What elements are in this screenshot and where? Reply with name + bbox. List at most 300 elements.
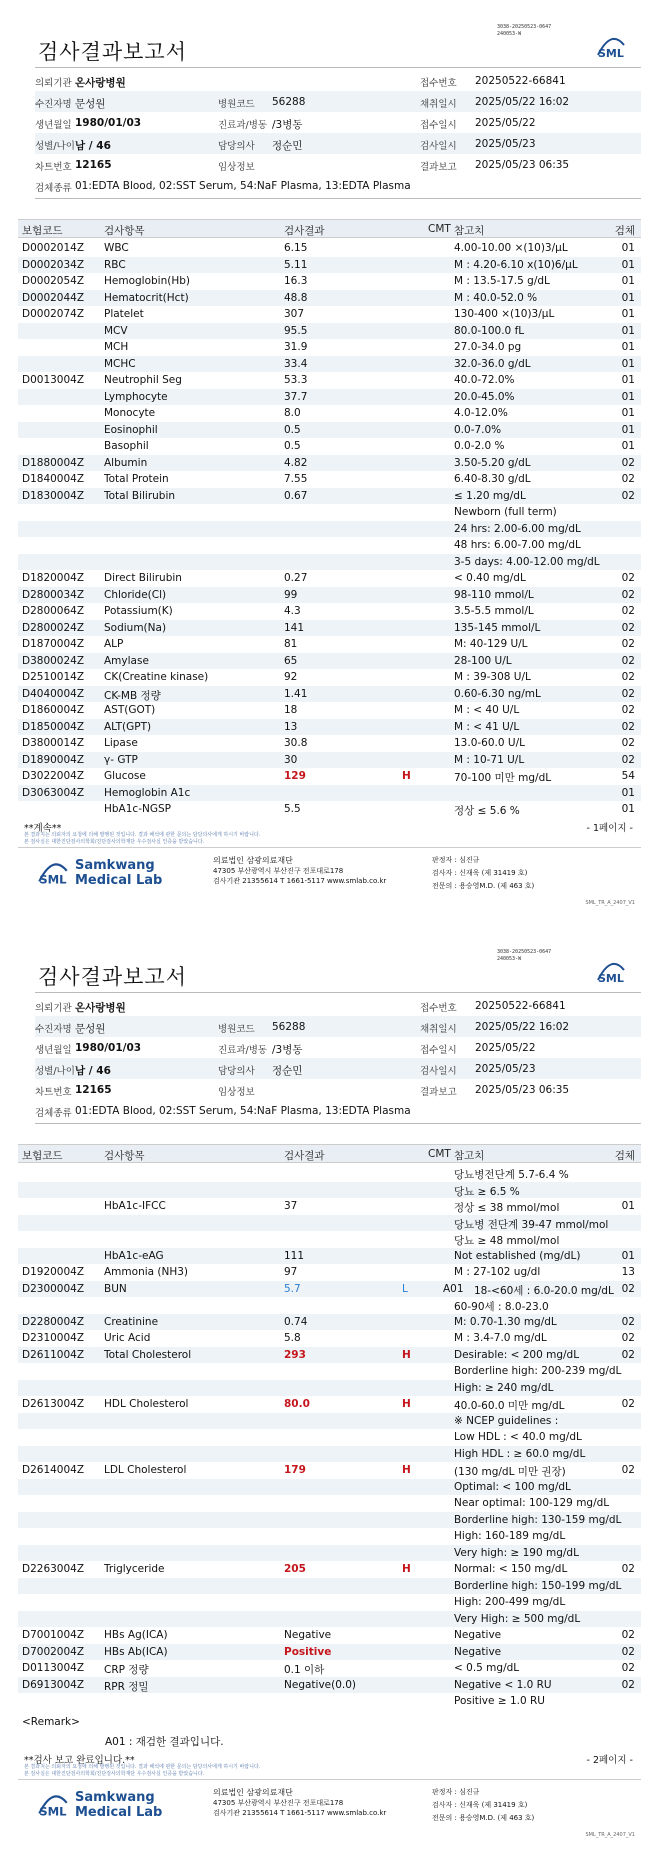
result-row [18, 422, 641, 439]
result-row [18, 1528, 641, 1545]
insurance-code: D0013004Z [22, 374, 85, 386]
receipt-no-value: 20250522-66841 [475, 75, 566, 87]
footer-line [18, 847, 641, 848]
sex-age-label: 성별/나이 [35, 141, 75, 152]
reference-range: 40.0-72.0% [454, 374, 515, 386]
test-name: MCV [104, 324, 128, 337]
result-row [18, 306, 641, 323]
birth-label: 생년월일 [35, 120, 72, 131]
specimen-code: 01 [621, 324, 635, 337]
test-result: 80.0 [284, 1398, 310, 1410]
header-row [35, 91, 641, 112]
insurance-code: D6913004Z [22, 1678, 85, 1691]
insurance-code: D0002044Z [22, 291, 85, 304]
lab-name-line: Medical Lab [75, 872, 163, 888]
reference-range: M : 3.4-7.0 mg/dL [454, 1332, 547, 1344]
page-number: - 1페이지 - [586, 822, 633, 834]
lab-org: 의료법인 삼광의료재단 [213, 855, 293, 865]
tested-label: 검사일시 [420, 1066, 457, 1077]
result-row [18, 1380, 641, 1397]
test-result: 95.5 [284, 324, 308, 337]
insurance-code: D2800034Z [22, 588, 85, 601]
reference-range: 13.0-60.0 U/L [454, 737, 525, 749]
test-result: 37.7 [284, 390, 308, 403]
result-row [18, 1330, 641, 1347]
insurance-code: D0002054Z [22, 275, 85, 287]
reference-range: 80.0-100.0 fL [454, 324, 525, 337]
result-row [18, 1314, 641, 1331]
test-name: Lymphocyte [104, 390, 168, 403]
insurance-code: D3022004Z [22, 770, 85, 782]
col-name: 검사항목 [104, 1150, 145, 1162]
test-result: 0.27 [284, 572, 308, 584]
reference-range: 4.0-12.0% [454, 407, 508, 419]
insurance-code: D7002004Z [22, 1645, 85, 1658]
insurance-code: D2300004Z [22, 1282, 85, 1295]
test-result: 5.8 [284, 1332, 301, 1344]
test-name: Hematocrit(Hct) [104, 291, 189, 304]
reference-range: 27.0-34.0 pg [454, 341, 522, 353]
reference-range: 28-100 U/L [454, 654, 512, 667]
reference-range: M: 0.70-1.30 mg/dL [454, 1315, 557, 1328]
insurance-code: D1920004Z [22, 1266, 85, 1278]
chart-no-value: 12165 [75, 1084, 112, 1096]
header-top-line [35, 67, 641, 68]
reference-range: 정상 ≤ 38 mmol/mol [454, 1202, 560, 1214]
remark-title: <Remark> [22, 1715, 80, 1728]
test-result: 1.41 [284, 687, 308, 700]
dept-ward-label: 진료과/병동 [218, 1045, 268, 1056]
test-result: 31.9 [284, 341, 308, 353]
col-cmt: CMT [428, 223, 451, 235]
result-row [18, 1198, 641, 1215]
institution-label: 의뢰기관 [35, 78, 72, 89]
reference-range: 130-400 ×(10)3/μL [454, 308, 555, 320]
specimen-code: 02 [621, 1662, 635, 1674]
reference-range: M : < 41 U/L [454, 720, 520, 733]
insurance-code: D0002014Z [22, 242, 85, 254]
result-row [18, 636, 641, 653]
test-name: Potassium(K) [104, 605, 173, 617]
chart-no-label: 차트번호 [35, 162, 72, 173]
specimen-code: 02 [621, 473, 635, 485]
reference-range: Borderline high: 130-159 mg/dL [454, 1513, 622, 1526]
result-row [18, 323, 641, 340]
header-row [35, 995, 641, 1016]
lab-name [75, 1790, 162, 1820]
reference-range: High: 160-189 mg/dL [454, 1530, 566, 1542]
result-row [18, 372, 641, 389]
result-row [18, 735, 641, 752]
clinical-label: 임상정보 [218, 1087, 255, 1098]
test-name: Monocyte [104, 407, 156, 419]
specimen-code: 01 [621, 357, 635, 370]
receipt-no-label: 접수번호 [420, 1003, 457, 1014]
reference-range: Borderline high: 200-239 mg/dL [454, 1365, 622, 1377]
footer-code: SML_TR_A_2407_V1 [585, 1831, 635, 1838]
reference-range: Negative [454, 1629, 502, 1641]
result-row [18, 1495, 641, 1512]
result-flag: H [402, 1464, 411, 1476]
test-result: 0.67 [284, 489, 308, 502]
test-name: Uric Acid [104, 1332, 151, 1344]
specimen-code: 02 [621, 687, 635, 700]
insurance-code: D2800064Z [22, 605, 85, 617]
test-name: Glucose [104, 770, 146, 782]
test-result: 97 [284, 1266, 298, 1278]
specimen-code: 02 [621, 456, 635, 469]
reference-range: (130 mg/dL 미만 권장) [454, 1466, 566, 1478]
specimen-code: 01 [621, 786, 635, 799]
dept-ward-value: /3병동 [272, 1044, 303, 1056]
header-row [35, 1079, 641, 1100]
hospital-code-label: 병원코드 [218, 1024, 255, 1035]
signatures [432, 1786, 534, 1825]
lab-info [213, 1788, 386, 1818]
sex-age-value: 남 / 46 [75, 140, 111, 152]
test-name: CRP 정량 [104, 1664, 149, 1676]
signature-line: 전문의 : 용승영M.D. (제 463 호) [432, 1813, 535, 1822]
insurance-code: D2613004Z [22, 1398, 85, 1410]
reference-range: 60-90세 : 8.0-23.0 [454, 1301, 549, 1313]
specimen-code: 01 [621, 275, 635, 287]
lab-name [75, 858, 162, 888]
notice-line: 본 검사실은 대한진단검사의학회/진단검사의학재단 우수검사실 인증을 받았습니다. [24, 1770, 205, 1777]
reference-range: 24 hrs: 2.00-6.00 mg/dL [454, 522, 581, 535]
test-result: 37 [284, 1200, 298, 1212]
test-result: 99 [284, 588, 298, 601]
test-name: WBC [104, 242, 129, 254]
reference-range: 98-110 mmol/L [454, 588, 534, 601]
reference-range: Optimal: < 100 mg/dL [454, 1480, 571, 1493]
test-name: AST(GOT) [104, 704, 156, 716]
test-result: 16.3 [284, 275, 308, 287]
test-result: 111 [284, 1249, 305, 1262]
sex-age-label: 성별/나이 [35, 1066, 75, 1077]
signature-line: 판정자 : 심진규 [432, 1787, 480, 1796]
specimen-label: 검체종류 [35, 1108, 72, 1119]
specimen-label: 검체종류 [35, 183, 72, 194]
insurance-code: D1820004Z [22, 572, 85, 584]
end-note: **검사 보고 완료입니다.** [24, 1754, 135, 1766]
result-row [18, 1512, 641, 1529]
specimen-code: 13 [621, 1266, 635, 1278]
specimen-code: 02 [621, 1398, 635, 1410]
test-name: Total Bilirubin [104, 489, 176, 502]
test-result: 293 [284, 1348, 306, 1361]
receipt-no-label: 접수번호 [420, 78, 457, 89]
result-row [18, 273, 641, 290]
test-name: ALP [104, 638, 124, 650]
reference-range: M : 13.5-17.5 g/dL [454, 275, 550, 287]
insurance-code: D2310004Z [22, 1332, 85, 1344]
patient-label: 수진자명 [35, 99, 72, 110]
dept-ward-value: /3병동 [272, 119, 303, 131]
reference-range: 0.60-6.30 ng/mL [454, 687, 541, 700]
reference-range: M: 40-129 U/L [454, 638, 528, 650]
result-row [18, 768, 641, 785]
result-row [18, 1677, 641, 1694]
samkwang-logo [35, 1786, 175, 1826]
reference-range: 6.40-8.30 g/dL [454, 473, 531, 485]
result-row [18, 356, 641, 373]
reference-range: Negative [454, 1645, 502, 1658]
specimen-code: 01 [621, 423, 635, 436]
insurance-code: D1880004Z [22, 456, 85, 469]
receipt-no-value: 20250522-66841 [475, 1000, 566, 1012]
report-page-2 [0, 925, 655, 1850]
collected-label: 채취일시 [420, 1024, 457, 1035]
test-result: 141 [284, 621, 305, 634]
table-header [18, 219, 641, 238]
result-row [18, 785, 641, 802]
test-result: 13 [284, 720, 298, 733]
report-title: 검사결과보고서 [38, 965, 188, 989]
result-flag: H [402, 770, 411, 782]
reference-range: 40.0-60.0 미만 mg/dL [454, 1400, 565, 1412]
specimen-code: 02 [621, 1464, 635, 1476]
result-row [18, 488, 641, 505]
reference-range: M : 40.0-52.0 % [454, 291, 538, 304]
dept-ward-label: 진료과/병동 [218, 120, 268, 131]
result-row [18, 1578, 641, 1595]
specimen-value: 01:EDTA Blood, 02:SST Serum, 54:NaF Plasma, 13:EDTA Plasma [75, 1105, 411, 1117]
result-row [18, 1165, 641, 1182]
svg-text:SML: SML [598, 972, 624, 985]
specimen-code: 02 [621, 671, 635, 683]
result-row [18, 1264, 641, 1281]
test-result: 0.74 [284, 1315, 308, 1328]
chart-no-value: 12165 [75, 159, 112, 171]
result-row [18, 669, 641, 686]
specimen-code: 54 [621, 770, 635, 782]
result-row [18, 1462, 641, 1479]
sml-logo-icon [594, 33, 628, 63]
chart-no-label: 차트번호 [35, 1087, 72, 1098]
test-name: HbA1c-IFCC [104, 1200, 166, 1212]
test-name: RBC [104, 258, 126, 271]
result-row [18, 521, 641, 538]
doctor-label: 담당의사 [218, 1066, 255, 1077]
specimen-code: 01 [621, 407, 635, 419]
page-number: - 2페이지 - [586, 1754, 633, 1766]
result-row [18, 471, 641, 488]
result-row [18, 1644, 641, 1661]
result-row [18, 603, 641, 620]
reference-range: 0.0-2.0 % [454, 440, 505, 452]
reference-range: 3.50-5.20 g/dL [454, 456, 531, 469]
reference-range: 70-100 미만 mg/dL [454, 772, 552, 784]
test-name: Neutrophil Seg [104, 374, 182, 386]
result-row [18, 1446, 641, 1463]
insurance-code: D3800014Z [22, 737, 85, 749]
sml-logo-icon [594, 958, 628, 988]
lab-org: 의료법인 삼광의료재단 [213, 1787, 293, 1797]
result-row [18, 1297, 641, 1314]
test-result: 4.82 [284, 456, 308, 469]
reference-range: 0.0-7.0% [454, 423, 502, 436]
reference-range: 4.00-10.00 ×(10)3/μL [454, 242, 568, 254]
notice-line: 본 결과지는 의뢰자의 요청에 의해 발행된 것입니다. 결과 해석에 관한 문의는 담당의사에게 하시기 바랍니다. [24, 1763, 261, 1770]
reference-range: Normal: < 150 mg/dL [454, 1563, 568, 1575]
insurance-code: D2510014Z [22, 671, 85, 683]
lab-name-line: Medical Lab [75, 1804, 163, 1820]
specimen-code: 02 [621, 1348, 635, 1361]
test-name: Platelet [104, 308, 144, 320]
result-row [18, 1347, 641, 1364]
sex-age-value: 남 / 46 [75, 1065, 111, 1077]
result-row [18, 1215, 641, 1232]
insurance-code: D2263004Z [22, 1563, 85, 1575]
insurance-code: D4040004Z [22, 687, 85, 700]
result-row [18, 653, 641, 670]
reference-range: Very high: ≥ 190 mg/dL [454, 1546, 579, 1559]
reference-range: High: 200-499 mg/dL [454, 1596, 566, 1608]
specimen-code: 02 [621, 1332, 635, 1344]
table-header [18, 1144, 641, 1163]
reference-range: High: ≥ 240 mg/dL [454, 1381, 554, 1394]
test-result: 30.8 [284, 737, 308, 749]
result-flag: H [402, 1398, 411, 1410]
insurance-code: D1850004Z [22, 720, 85, 733]
collected-value: 2025/05/22 16:02 [475, 96, 570, 108]
test-result: 92 [284, 671, 298, 683]
specimen-code: 02 [621, 572, 635, 584]
reference-range: Desirable: < 200 mg/dL [454, 1348, 580, 1361]
svg-text:SML: SML [598, 47, 624, 60]
test-name: Triglyceride [104, 1563, 165, 1575]
reference-range: ≤ 1.20 mg/dL [454, 489, 526, 502]
result-row [18, 389, 641, 406]
test-name: HbA1c-NGSP [104, 803, 171, 815]
lab-name-line: Samkwang [75, 1789, 155, 1805]
col-cmt: CMT [428, 1148, 451, 1160]
header-row [35, 1037, 641, 1058]
reference-range: 20.0-45.0% [454, 390, 515, 403]
result-row [18, 504, 641, 521]
birth-value: 1980/01/03 [75, 117, 142, 129]
result-row [18, 1693, 641, 1710]
tested-value: 2025/05/23 [475, 138, 536, 150]
insurance-code: D0113004Z [22, 1662, 85, 1674]
test-name: Basophil [104, 440, 149, 452]
specimen-code: 01 [621, 390, 635, 403]
test-name: BUN [104, 1282, 127, 1295]
result-row [18, 1231, 641, 1248]
signature-line: 검사자 : 신재욱 (제 31419 호) [432, 868, 528, 877]
result-row [18, 1594, 641, 1611]
reference-range: < 0.5 mg/dL [454, 1662, 520, 1674]
reference-range: 3-5 days: 4.00-12.00 mg/dL [454, 555, 600, 568]
test-name: Direct Bilirubin [104, 572, 182, 584]
test-name: CK(Creatine kinase) [104, 671, 209, 683]
specimen-code: 02 [621, 1315, 635, 1328]
test-result: 4.3 [284, 605, 301, 617]
header-row [35, 1016, 641, 1037]
doctor-label: 담당의사 [218, 141, 255, 152]
doctor-value: 정순민 [272, 140, 303, 152]
result-row [18, 1479, 641, 1496]
insurance-code: D3063004Z [22, 786, 85, 799]
result-row [18, 620, 641, 637]
test-result: 8.0 [284, 407, 301, 419]
insurance-code: D1860004Z [22, 704, 85, 716]
test-name: CK-MB 정량 [104, 689, 161, 702]
header-row [35, 112, 641, 133]
result-row [18, 1561, 641, 1578]
document-id [497, 949, 551, 963]
col-reference: 참고치 [454, 225, 485, 237]
collected-value: 2025/05/22 16:02 [475, 1021, 570, 1033]
reference-range: 48 hrs: 6.00-7.00 mg/dL [454, 539, 581, 551]
result-row [18, 1413, 641, 1430]
header-row [35, 133, 641, 154]
reference-range: Newborn (full term) [454, 506, 557, 518]
institution-value: 온사랑병원 [75, 77, 126, 89]
insurance-code: D2611004Z [22, 1348, 85, 1361]
specimen-code: 01 [621, 291, 635, 304]
reported-label: 결과보고 [420, 162, 457, 173]
result-row [18, 455, 641, 472]
test-name: Sodium(Na) [104, 621, 167, 634]
specimen-code: 01 [621, 374, 635, 386]
reported-value: 2025/05/23 06:35 [475, 1084, 570, 1096]
result-row [18, 1627, 641, 1644]
header-bottom-line [35, 1123, 641, 1124]
test-result: 129 [284, 770, 306, 782]
test-result: 65 [284, 654, 298, 667]
specimen-code: 01 [621, 258, 635, 271]
result-row [18, 1545, 641, 1562]
specimen-code: 02 [621, 489, 635, 502]
received-label: 접수일시 [420, 120, 457, 131]
insurance-code: D0002034Z [22, 258, 85, 271]
specimen-code: 01 [621, 440, 635, 452]
institution-label: 의뢰기관 [35, 1003, 72, 1014]
continue-note: **계속** [24, 822, 62, 834]
reference-range: Low HDL : < 40.0 mg/dL [454, 1431, 582, 1443]
specimen-code: 02 [621, 1282, 635, 1295]
received-value: 2025/05/22 [475, 117, 536, 129]
specimen-row [35, 175, 641, 196]
reference-range: 당뇨병전단계 5.7-6.4 % [454, 1169, 569, 1181]
result-row [18, 702, 641, 719]
col-code: 보험코드 [22, 1150, 63, 1162]
test-name: Hemoglobin A1c [104, 786, 191, 799]
result-flag: L [402, 1282, 408, 1295]
specimen-code: 02 [621, 1629, 635, 1641]
test-result: 33.4 [284, 357, 308, 370]
specimen-code: 02 [621, 1645, 635, 1658]
specimen-code: 01 [621, 1249, 635, 1262]
lab-name-line: Samkwang [75, 857, 155, 873]
test-result: 5.11 [284, 258, 308, 271]
reference-range: Negative < 1.0 RU [454, 1678, 552, 1691]
notice-text [24, 1764, 260, 1778]
test-name: Chloride(Cl) [104, 588, 167, 601]
col-code: 보험코드 [22, 225, 63, 237]
result-row [18, 1396, 641, 1413]
test-name: Ammonia (NH3) [104, 1266, 189, 1278]
tested-label: 검사일시 [420, 141, 457, 152]
header-row [35, 1058, 641, 1079]
doctor-value: 정순민 [272, 1065, 303, 1077]
insurance-code: D2280004Z [22, 1315, 85, 1328]
test-name: ALT(GPT) [104, 720, 152, 733]
test-result: 6.15 [284, 242, 308, 254]
reference-range: M : < 40 U/L [454, 704, 520, 716]
test-result: 53.3 [284, 374, 308, 386]
